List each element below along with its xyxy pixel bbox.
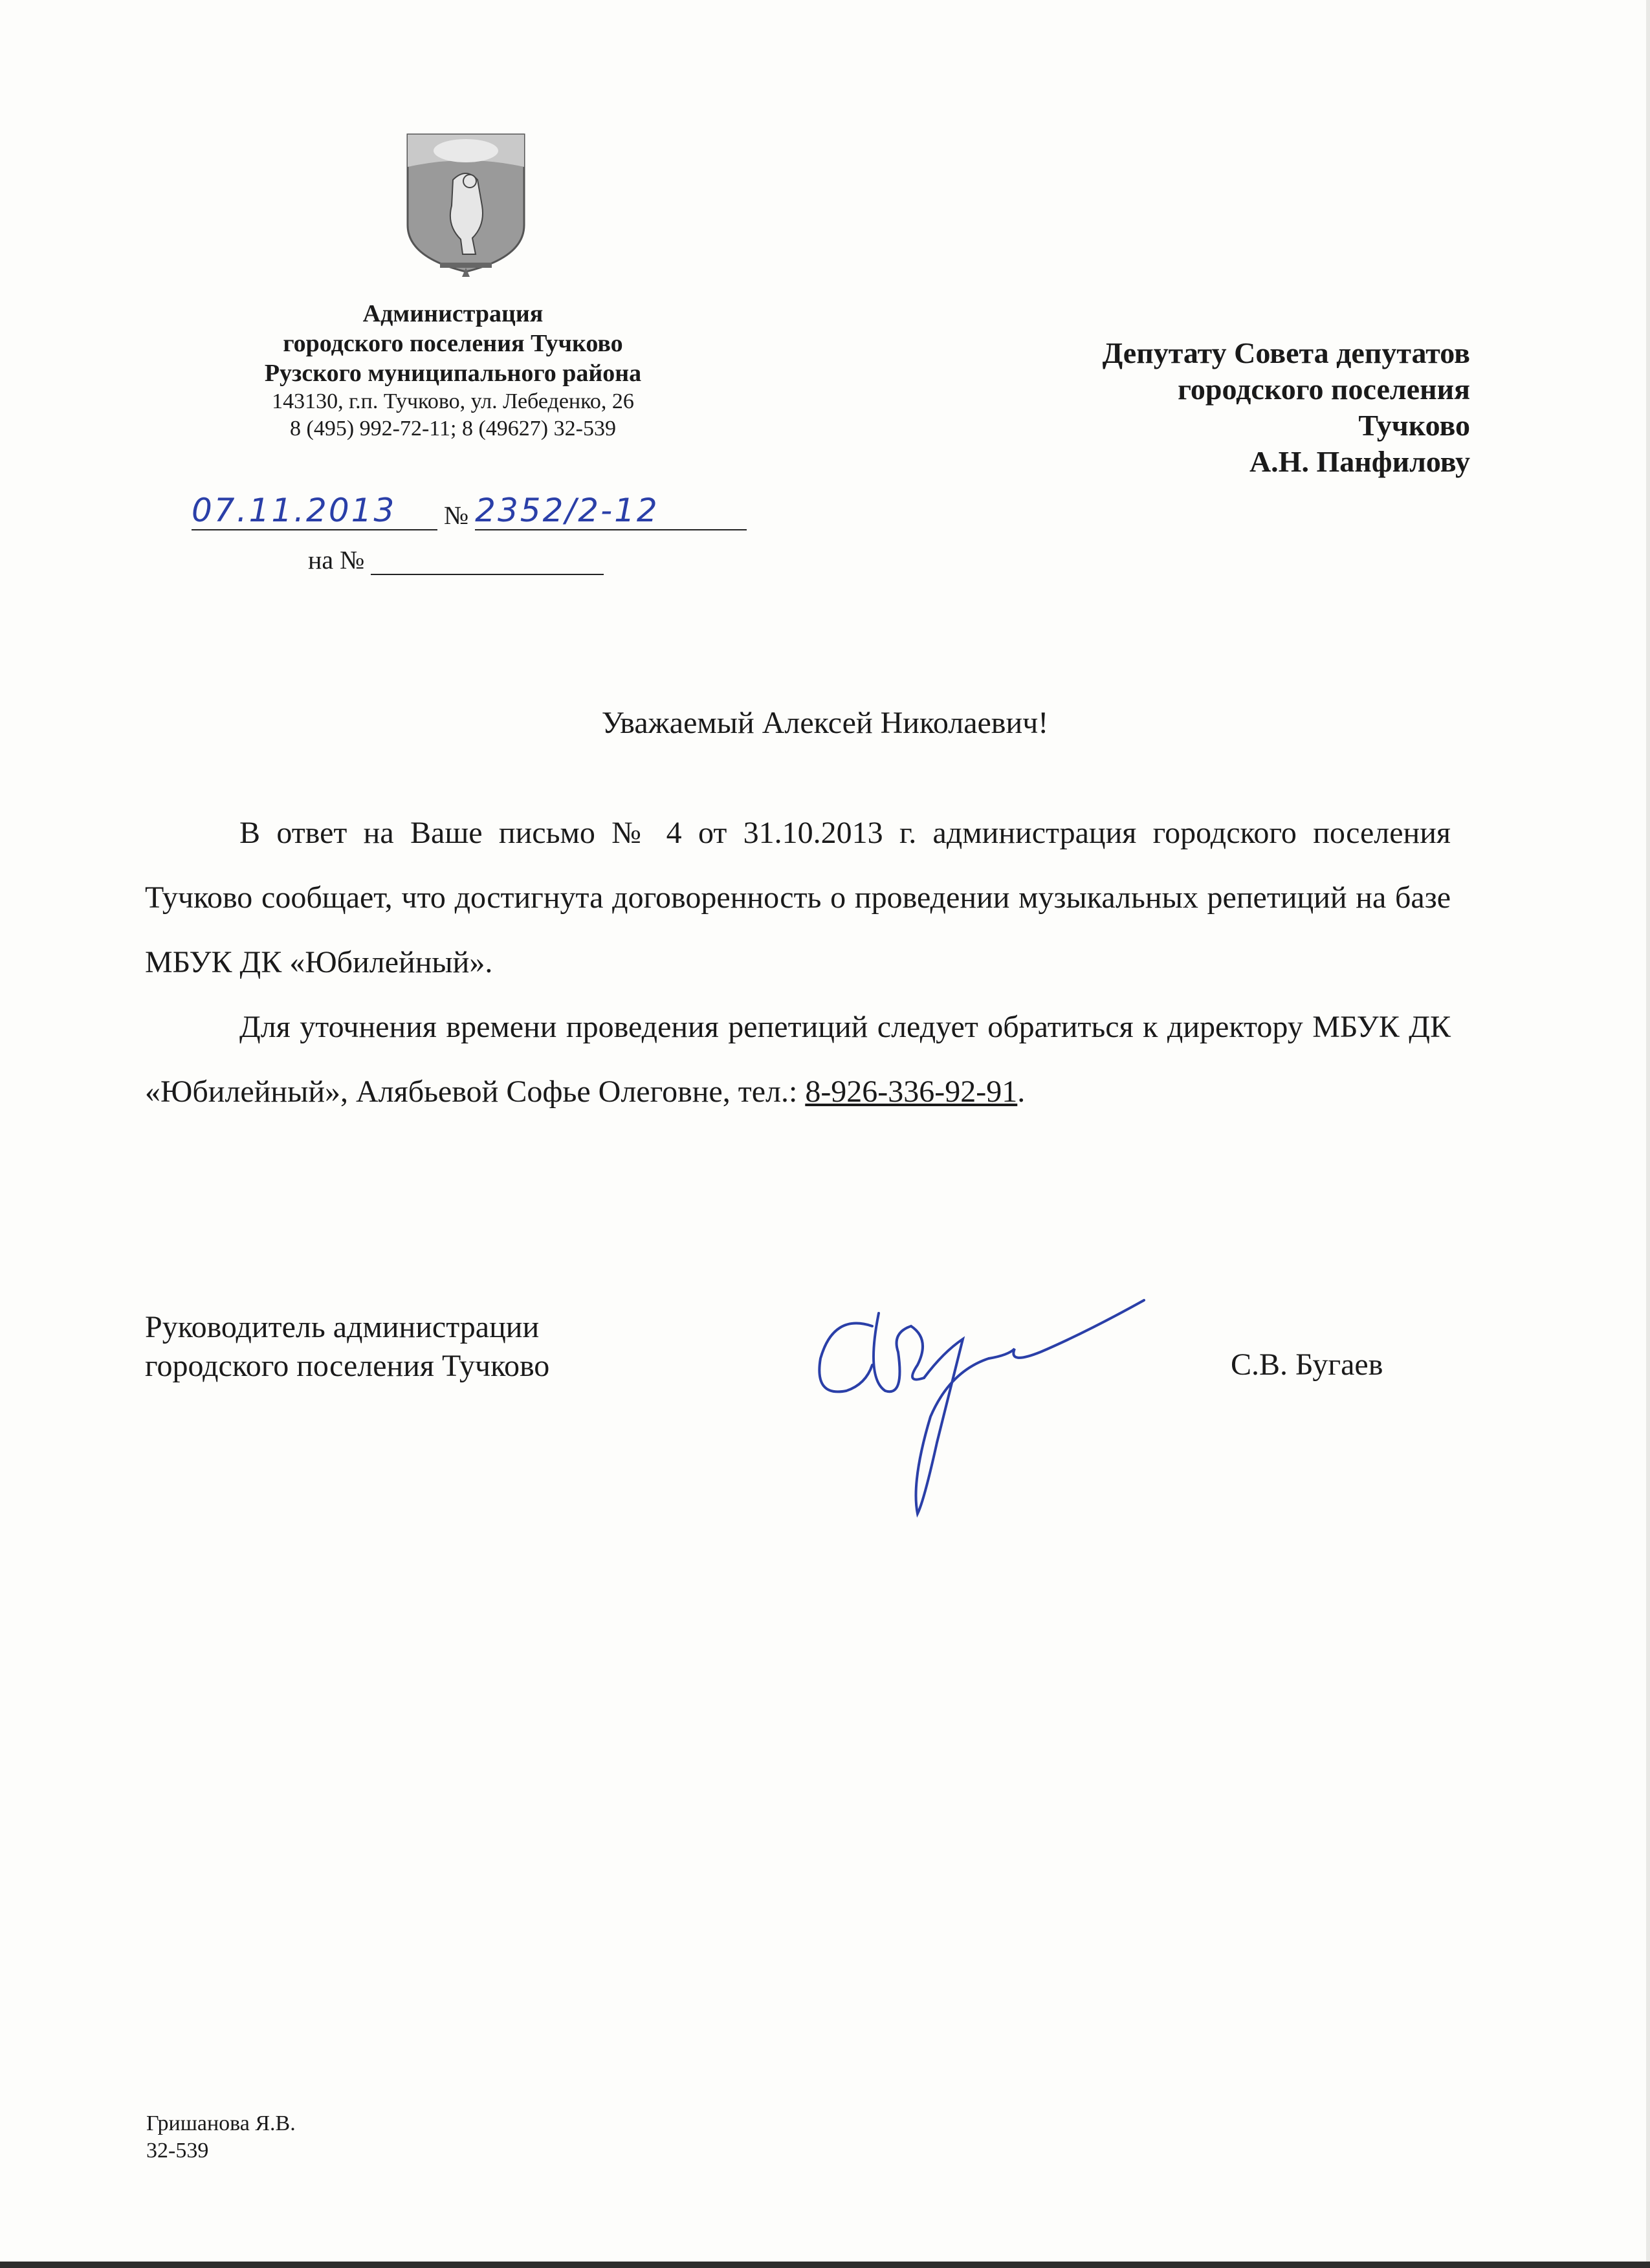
- executor-phone: 32-539: [146, 2139, 209, 2163]
- scan-border: [0, 2262, 1650, 2268]
- signer-name: С.В. Бугаев: [1231, 1347, 1383, 1382]
- registration-number: 2352/2-12: [475, 492, 659, 529]
- greeting: Уважаемый Алексей Николаевич!: [601, 706, 1049, 740]
- sender-district: Рузского муниципального района: [264, 360, 642, 387]
- director-phone: 8-926-336-92-91: [805, 1074, 1018, 1109]
- sender-settlement: городского поселения Тучково: [283, 330, 623, 357]
- recipient-line-2: городского поселения: [1178, 373, 1470, 406]
- reply-label: на №: [308, 545, 365, 574]
- registration-date-field: [192, 492, 437, 530]
- body-paragraph-2-end: .: [1017, 1074, 1026, 1109]
- letter-body: [145, 801, 1451, 1124]
- executor-name: Гришанова Я.В.: [146, 2111, 296, 2135]
- sender-address: 143130, г.п. Тучково, ул. Лебеденко, 26: [272, 389, 634, 413]
- registration-date: 07.11.2013: [192, 492, 397, 529]
- sender-block: [194, 299, 712, 442]
- recipient-name: А.Н. Панфилову: [1249, 445, 1470, 478]
- page-edge: [1646, 0, 1650, 2268]
- body-paragraph-2: [145, 995, 1451, 1124]
- sender-phones: 8 (495) 992-72-11; 8 (49627) 32-539: [290, 417, 616, 441]
- handwritten-signature: [795, 1287, 1157, 1527]
- sender-title: Администрация: [362, 300, 544, 327]
- signer-position-line-1: Руководитель администрации: [145, 1310, 540, 1344]
- recipient-line-1: Депутату Совета депутатов: [1102, 336, 1470, 369]
- recipient-block: [888, 335, 1470, 480]
- signer-position-line-2: городского поселения Тучково: [145, 1349, 550, 1383]
- number-sign: №: [444, 501, 469, 530]
- executor-block: [146, 2110, 296, 2164]
- recipient-line-3: Тучково: [1358, 409, 1470, 442]
- coat-of-arms-icon: [401, 128, 531, 278]
- registration-number-field: [475, 492, 747, 530]
- body-paragraph-1: В ответ на Ваше письмо № 4 от 31.10.2013 г. администрация городского поселения Тучково сообщает, что достигнута договоренность о проведении музыкальных репетиций на базе МБУК ДК «Юбилейный».: [145, 816, 1451, 979]
- signer-position: [145, 1308, 549, 1386]
- body-paragraph-2-text: Для уточнения времени проведения репетиций следует обратиться к директору МБУК ДК «Юбилейный», Алябьевой Софье Олеговне, тел.:: [145, 1010, 1451, 1109]
- reply-line: [308, 545, 604, 575]
- registration-line: [192, 492, 747, 530]
- reply-number-field: [371, 548, 604, 575]
